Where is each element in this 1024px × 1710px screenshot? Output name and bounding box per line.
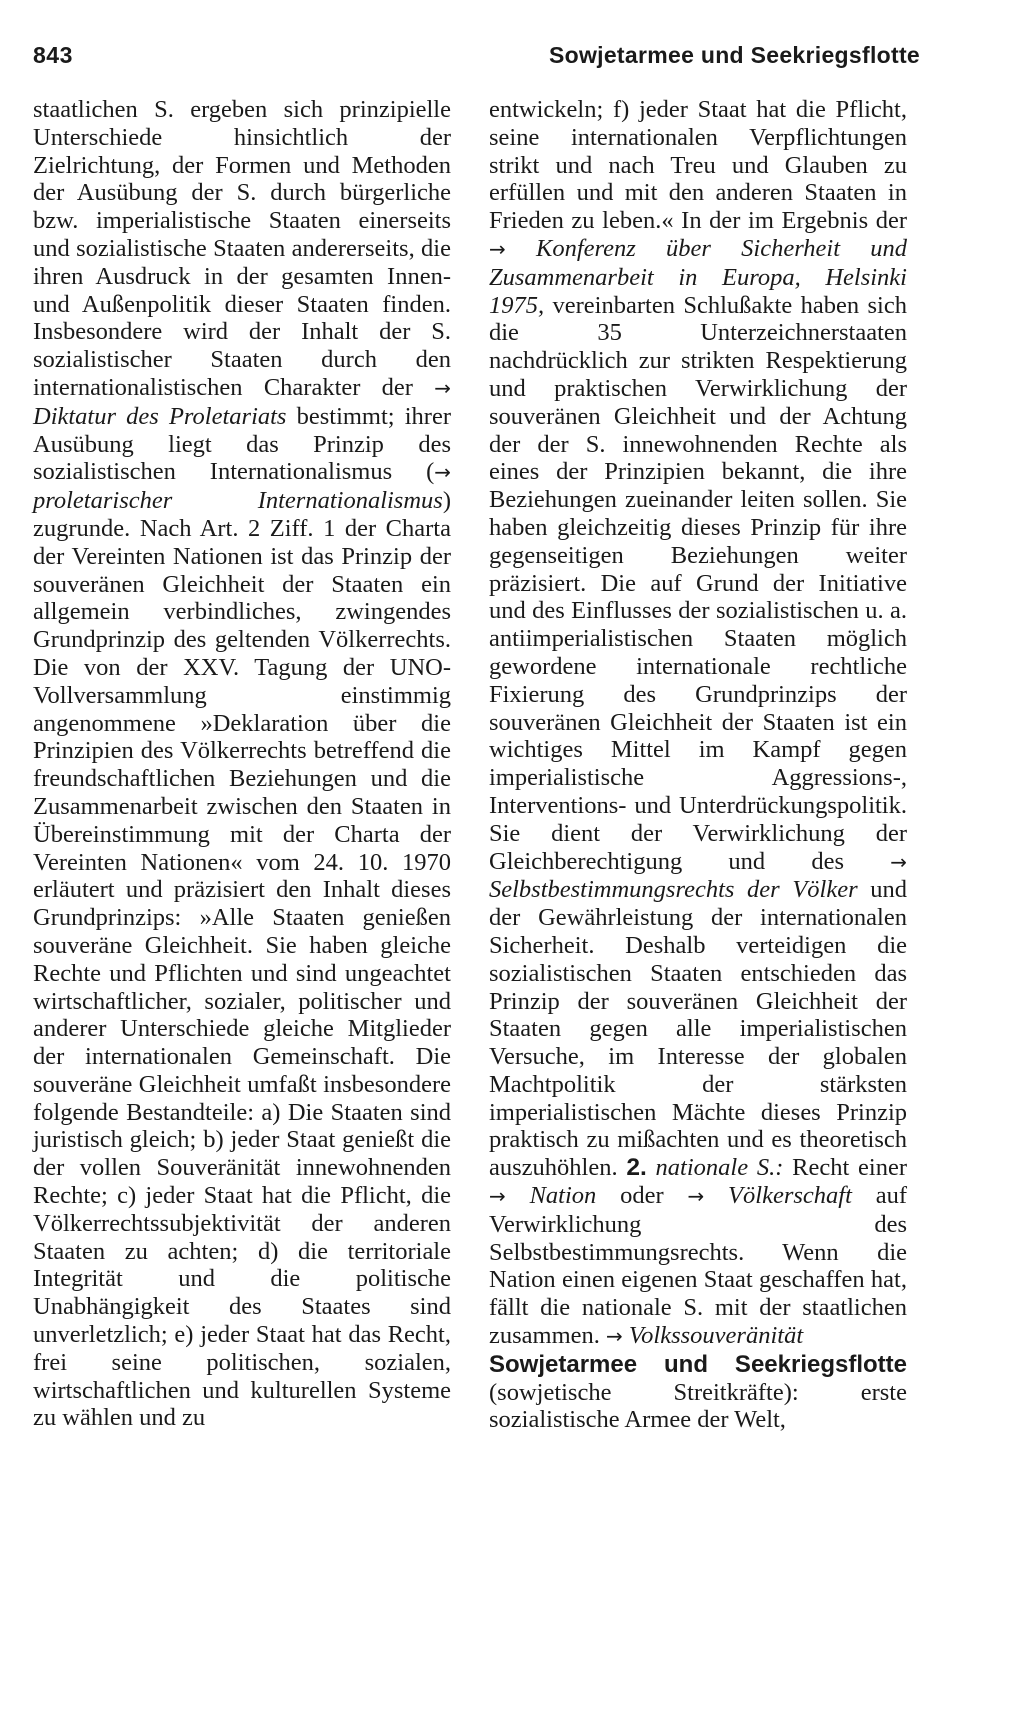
- entry-headword: Sowjetarmee und Seekriegsflotte: [489, 1350, 907, 1378]
- cross-reference-arrow: →: [687, 1184, 705, 1209]
- cross-reference-nation: Nation: [505, 1182, 597, 1210]
- right-paragraph: [489, 96, 907, 1351]
- right-text-6: auf Verwirklichung des Selbstbestimmungsrechts. Wenn die Nation einen eigenen Staat geschaffen hat, fällt die nationale S. mit der staatlichen zusammen.: [489, 1182, 907, 1350]
- right-text-3: und der Gewährleistung der internationalen Sicherheit. Deshalb verteidigen die sozialistischen Staaten entschieden das Prinzip der souveränen Gleichheit der Staaten gegen alle imperialistischen Versuche, im Interesse der globalen Machtpolitik der stärksten imperialistischen Mächte dieses Prinzip praktisch zu mißachten und es theoretisch auszuhöhlen.: [489, 876, 907, 1182]
- right-text-5: oder: [596, 1182, 688, 1210]
- running-head: Sowjetarmee und Seekriegsflotte: [548, 42, 920, 68]
- subentry-term: nationale S.:: [646, 1154, 784, 1182]
- left-column: [33, 96, 451, 1432]
- left-text-3: ) zugrunde. Nach Art. 2 Ziff. 1 der Charta der Vereinten Nationen ist das Prinzip der souveränen Gleichheit der Staaten ein allgemein verbindliches, zwingendes Grundprinzip des geltenden Völkerrechts. Die von der XXV. Tagung der UNO-Vollversammlung einstimmig angenommene »Deklaration über die Prinzipien des Völkerrechts betreffend die freundschaftlichen Beziehungen und die Zusammenarbeit zwischen den Staaten in Übereinstimmung mit der Charta der Vereinten Nationen« vom 24. 10. 1970 erläutert und präzisiert den Inhalt dieses Grundprinzips: »Alle Staaten genießen souveräne Gleichheit. Sie haben gleiche Rechte und Pflichten und sind ungeachtet wirtschaftlicher, sozialer, politischer und anderer Unterschiede gleiche Mitglieder der internationalen Gemeinschaft. Die souveräne Gleichheit umfaßt insbesondere folgende Bestandteile: a) Die Staaten sind juristisch gleich; b) jeder Staat genießt die der vollen Souveränität innewohnenden Rechte; c) jeder Staat hat die Pflicht, die Völkerrechtssubjektivität der anderen Staaten zu achten; d) die territoriale Integrität und die politische Unabhängigkeit des Staates sind unverletzlich; e) jeder Staat hat das Recht, frei seine politischen, sozialen, wirtschaftlichen und kulturellen Systeme zu wählen und zu: [33, 487, 451, 1432]
- cross-reference-arrow: →: [434, 375, 451, 400]
- left-text-2: bestimmt; ihrer Ausübung liegt das Prinzip des sozialistischen Internationalismus (: [33, 402, 451, 486]
- cross-reference-selbstbestimmungsrecht: Selbstbestimmungsrechts der Völker: [489, 876, 858, 904]
- left-text-1: staatlichen S. ergeben sich prinzipielle Unterschiede hinsichtlich der Zielrichtung, der Formen und Methoden der Ausübung der S. durch bürgerliche bzw. imperialistische Staaten einerseits und sozialistische Staaten andererseits, die ihren Ausdruck in der gesamten Innen- und Außenpolitik dieser Staaten finden. Insbesondere wird der Inhalt der S. sozialistischer Staaten durch den internationalistischen Charakter der: [33, 96, 451, 401]
- new-entry: [489, 1351, 907, 1434]
- right-text-4: Recht einer: [783, 1154, 907, 1182]
- cross-reference-volkssouveraenitaet: Volkssouveränität: [622, 1322, 804, 1350]
- left-paragraph: [33, 96, 451, 1432]
- cross-reference-konferenz: Konferenz über Sicherheit und Zusammenarbeit in Europa, Helsinki 1975,: [489, 234, 907, 319]
- section-number: 2.: [626, 1154, 647, 1182]
- cross-reference-diktatur: Diktatur des Proletariats: [33, 402, 287, 430]
- page-number: 843: [33, 42, 73, 68]
- cross-reference-arrow: →: [489, 236, 506, 261]
- cross-reference-arrow: →: [890, 849, 907, 874]
- entry-text: (sowjetische Streitkräfte): erste sozialistische Armee der Welt,: [489, 1378, 907, 1434]
- cross-reference-voelkerschaft: Völkerschaft: [704, 1182, 852, 1210]
- right-text-1: entwickeln; f) jeder Staat hat die Pflicht, seine internationalen Verpflichtungen strikt und nach Treu und Glauben zu erfüllen und mit den anderen Staaten in Frieden zu leben.« In der im Ergebnis der: [489, 96, 907, 235]
- cross-reference-arrow: →: [606, 1324, 623, 1349]
- cross-reference-internationalismus: proletarischer Internationalismus: [33, 487, 443, 515]
- right-text-2: vereinbarten Schlußakte haben sich die 35 Unterzeichnerstaaten nachdrücklich zur strikten Respektierung und praktischen Verwirklichung der souveränen Gleichheit und der Achtung der der S. innewohnenden Rechte als eines der Prinzipien bekannt, die ihre Beziehungen zueinander leiten sollen. Sie haben gleichzeitig dieses Prinzip für ihre gegenseitigen Beziehungen weiter präzisiert. Die auf Grund der Initiative und des Einflusses der sozialistischen u. a. antiimperialistischen Staaten möglich gewordene internationale rechtliche Fixierung des Grundprinzips der souveränen Gleichheit der Staaten ist ein wichtiges Mittel im Kampf gegen imperialistische Aggressions-, Interventions- und Unterdrückungspolitik. Sie dient der Verwirklichung der Gleichberechtigung und des: [489, 291, 907, 875]
- cross-reference-arrow: →: [489, 1184, 506, 1209]
- right-column: [489, 96, 907, 1434]
- cross-reference-arrow: →: [434, 460, 451, 485]
